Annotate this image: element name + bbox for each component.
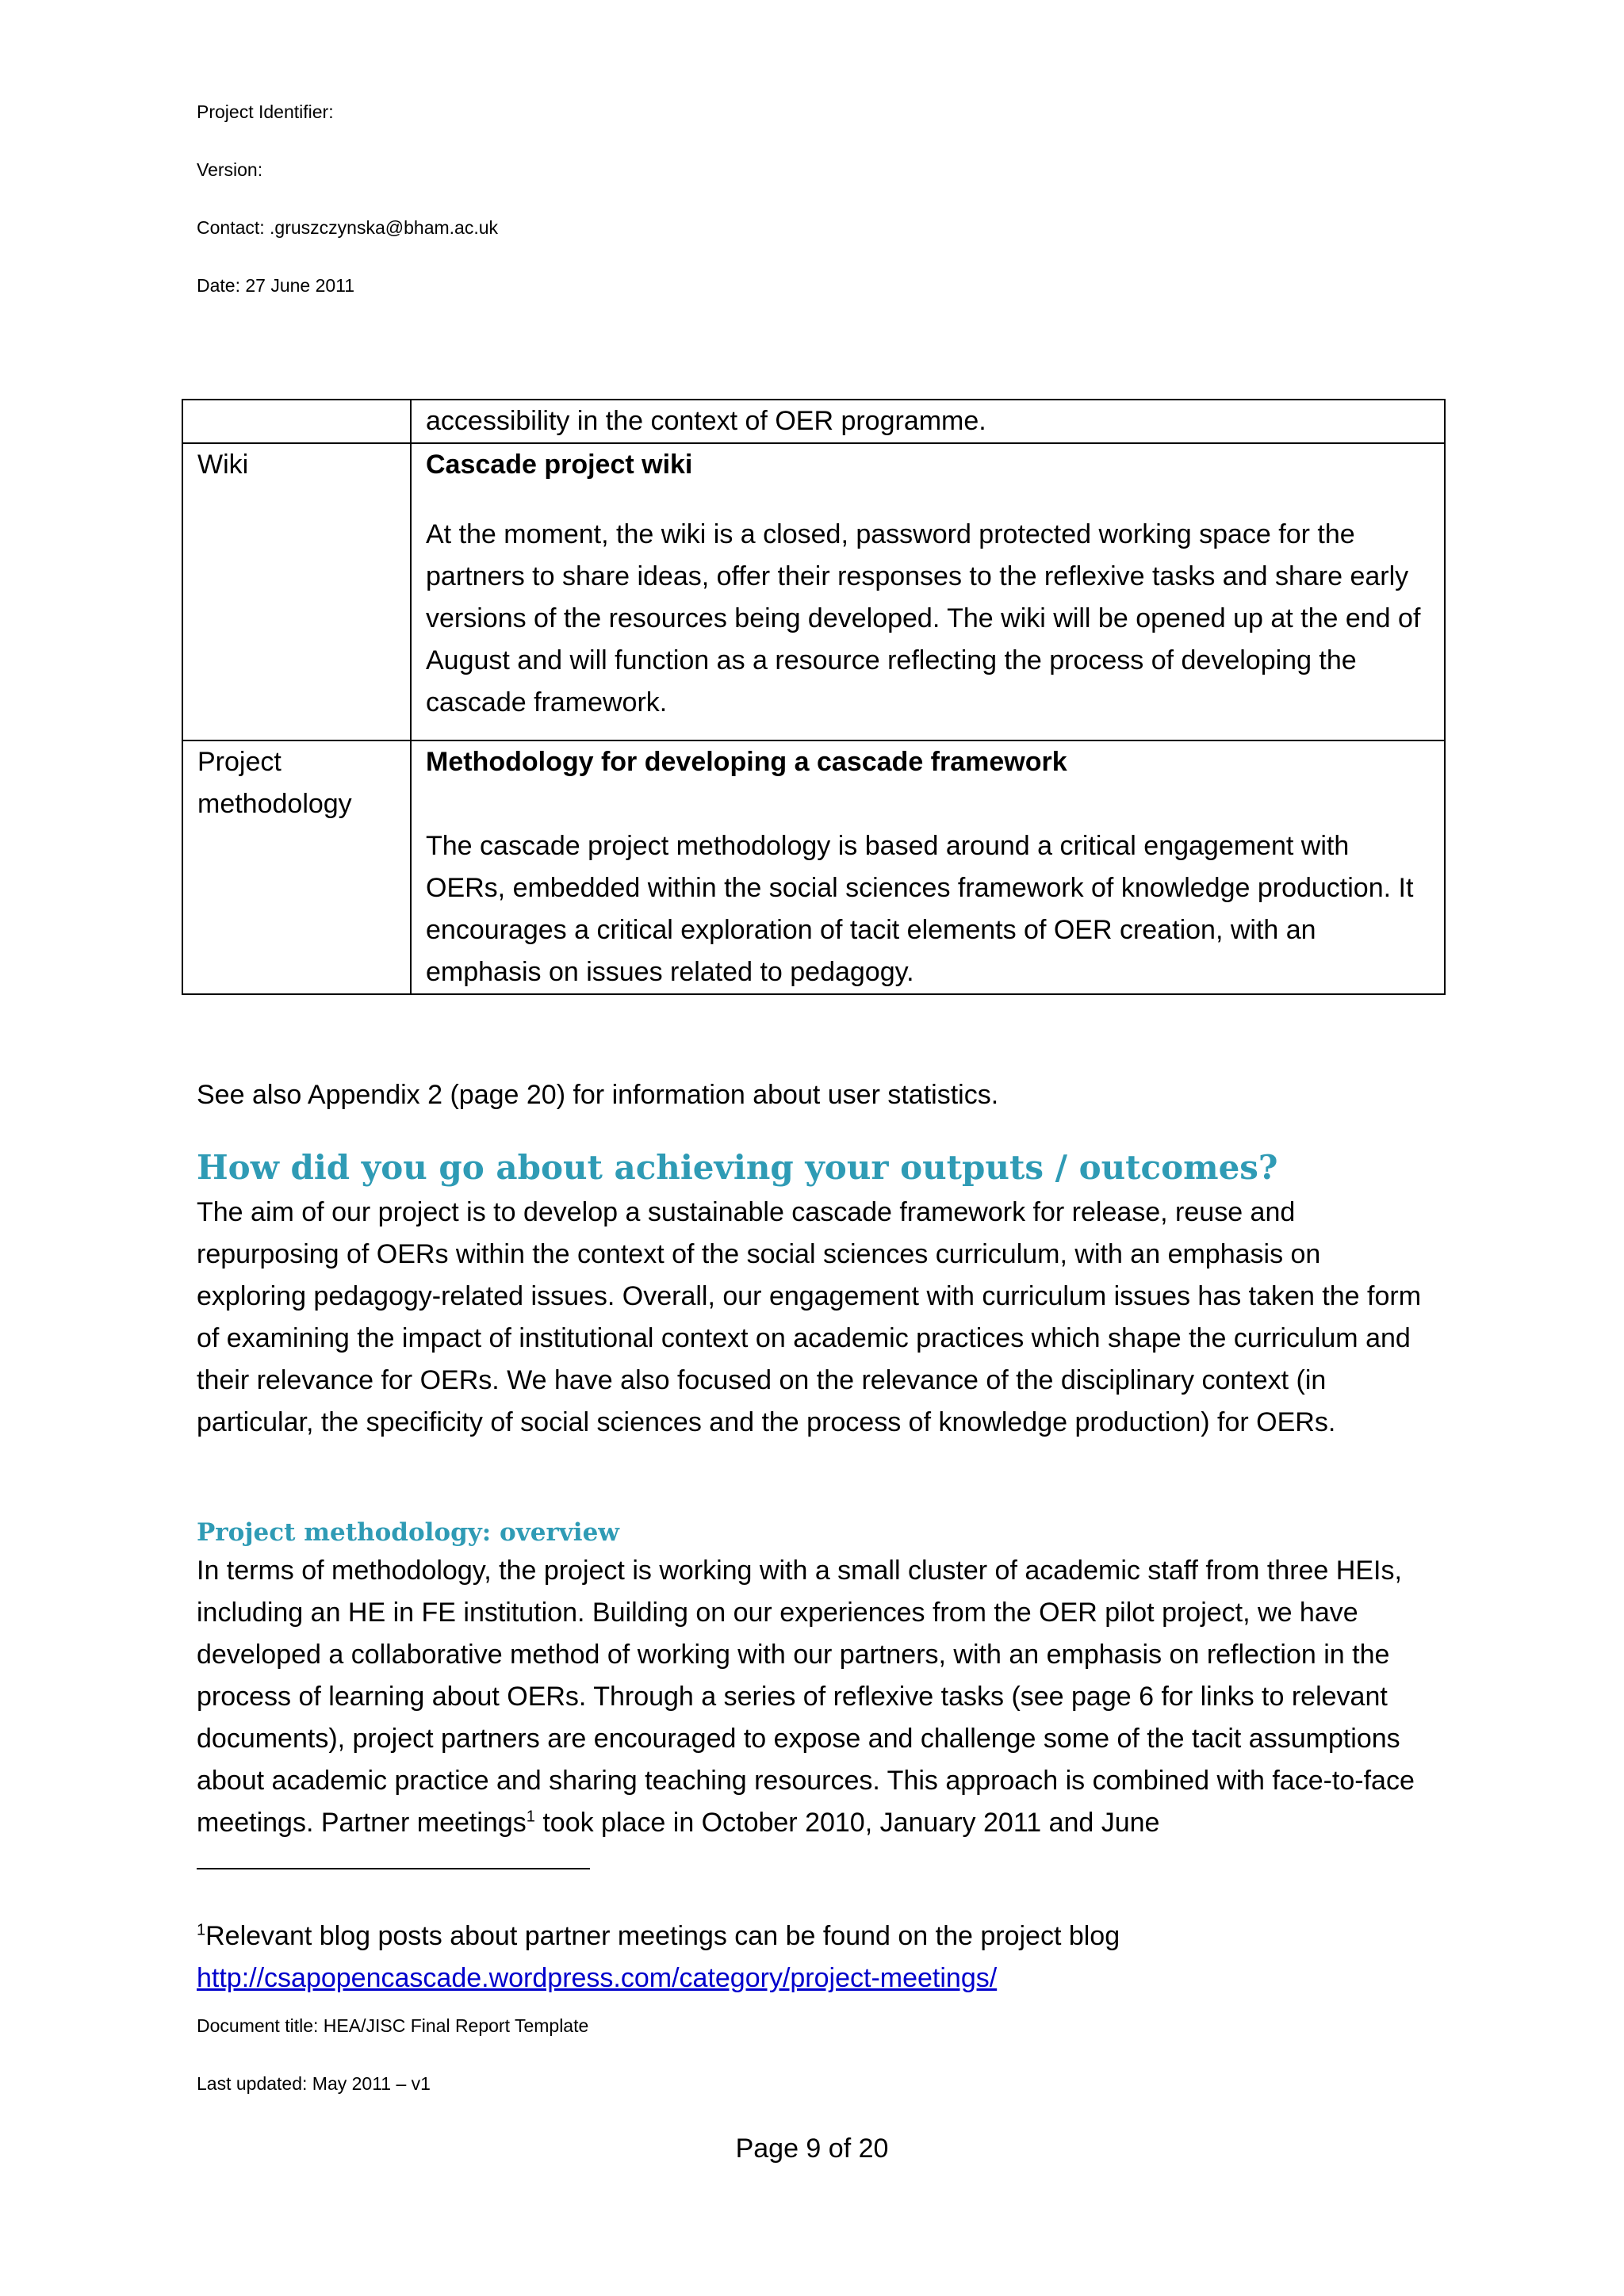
table-cell-label: Project methodology <box>182 740 411 994</box>
section-paragraph-2: In terms of methodology, the project is working with a small cluster of academic staff from three HEIs, including an HE in FE institution. Building on our experiences from the OER pilot project, we have developed a collaborative method of working with our partners, with an emphasis on reflection in the process of learning about OERs. Through a series of reflexive tasks (see page 6 for links to relevant documents), project partners are encouraged to expose and challenge some of the tacit assumptions about academic practice and sharing teaching resources. This approach is combined with face-to-face meetings. Partner meetings$^1$ took place in October 2010, January 2011 and June <box>197 1556 1415 1838</box>
see-also-note: See also Appendix 2 (page 20) for information about user statistics. <box>197 1080 999 1110</box>
footer-last-updated: Last updated: May 2011 – v1 <box>197 2073 431 2094</box>
section-paragraph-1: The aim of our project is to develop a sustainable cascade framework for release, reuse and repurposing of OERs within the context of the social sciences curriculum, with an emphasis on exploring pedagogy-related issues. Overall, our engagement with curriculum issues has taken the form of examining the impact of institutional context on academic practices which shape the curriculum and their relevance for OERs. We have also focused on the relevance of the disciplinary context (in particular, the specificity of social sciences and the process of knowledge production) for OERs. <box>197 1197 1422 1437</box>
footnote-text: Relevant blog posts about partner meetings can be found on the project blog <box>205 1921 1120 1951</box>
wiki-title: Cascade project wiki <box>426 450 693 480</box>
methodology-description: The cascade project methodology is based around a critical engagement with OERs, embedded within the social sciences framework of knowledge production. It encourages a critical exploration of tacit elements of OER creation, with an emphasis on issues related to pedagogy. <box>426 831 1414 987</box>
table-cell-content <box>411 443 1445 740</box>
table-row <box>182 740 1445 994</box>
footer-document-title: Document title: HEA/JISC Final Report Template <box>197 2015 589 2036</box>
footnote <box>197 1915 1435 1999</box>
header-version: Version: <box>197 159 263 180</box>
footnote-reference[interactable]: 1 <box>526 1808 535 1826</box>
header-date: Date: 27 June 2011 <box>197 275 355 296</box>
subsection-heading: Project methodology: overview <box>197 1518 619 1547</box>
table-cell-label: Wiki <box>182 443 411 740</box>
table-row <box>182 400 1445 443</box>
footnote-marker: 1 <box>197 1921 206 1939</box>
methodology-title: Methodology for developing a cascade framework <box>426 747 1067 777</box>
section-heading: How did you go about achieving your outputs / outcomes? <box>197 1148 1278 1187</box>
footnote-link[interactable]: http://csapopencascade.wordpress.com/category/project-meetings/ <box>197 1963 998 1993</box>
table-cell-content <box>411 740 1445 994</box>
wiki-description: At the moment, the wiki is a closed, password protected working space for the partners to share ideas, offer their responses to the reflexive tasks and share early versions of the resources being developed. The wiki will be opened up at the end of August and will function as a resource reflecting the process of developing the cascade framework. <box>426 519 1421 718</box>
table-cell-continuation: accessibility in the context of OER programme. <box>411 400 1445 443</box>
header-project-identifier: Project Identifier: <box>197 101 334 122</box>
table-cell-label <box>182 400 411 443</box>
header-contact: Contact: .gruszczynska@bham.ac.uk <box>197 217 499 238</box>
page-number: Page 9 of 20 <box>735 2133 889 2164</box>
table-row <box>182 443 1445 740</box>
footnote-separator <box>197 1868 590 1869</box>
outputs-table <box>182 399 1446 995</box>
